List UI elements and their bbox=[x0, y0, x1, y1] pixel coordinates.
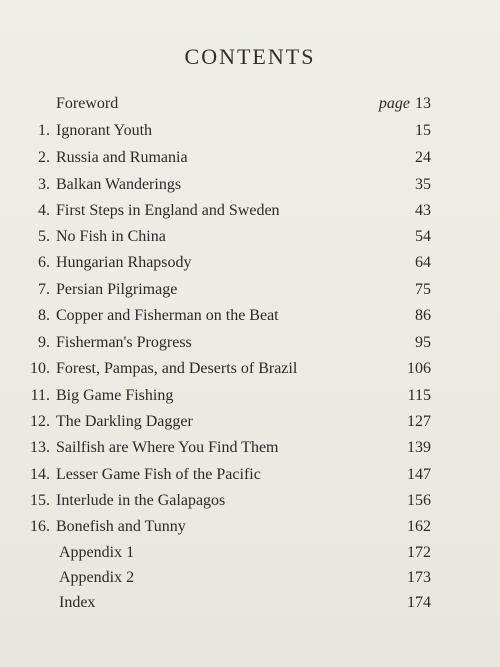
chapter-title: Fisherman's Progress bbox=[56, 334, 192, 351]
toc-entry bbox=[0, 384, 500, 408]
page-number bbox=[408, 384, 431, 408]
chapter-number: 7. bbox=[38, 281, 50, 298]
page-number-value: 172 bbox=[407, 544, 431, 561]
chapter-number: 2. bbox=[38, 149, 50, 166]
page-number-value: 106 bbox=[407, 360, 431, 377]
page-number-value: 54 bbox=[415, 228, 431, 245]
chapter-number: 14. bbox=[30, 466, 50, 483]
page-number-value: 64 bbox=[415, 254, 431, 271]
page-number bbox=[415, 225, 431, 249]
chapter-number: 4. bbox=[38, 202, 50, 219]
page-number-value: 43 bbox=[415, 202, 431, 219]
page-number bbox=[415, 119, 431, 143]
page-number-value: 127 bbox=[407, 413, 431, 430]
chapter-number: 9. bbox=[38, 334, 50, 351]
toc-entry bbox=[0, 199, 500, 223]
toc-entry bbox=[0, 173, 500, 197]
page-number bbox=[407, 515, 431, 539]
chapter-number: 6. bbox=[38, 254, 50, 271]
chapter-title: Big Game Fishing bbox=[56, 387, 174, 404]
page-number-value: 24 bbox=[415, 149, 431, 166]
chapter-title: No Fish in China bbox=[56, 228, 166, 245]
page-number-value: 139 bbox=[407, 439, 431, 456]
chapter-number: 11. bbox=[30, 387, 50, 404]
page-number-value: 86 bbox=[415, 307, 431, 324]
chapter-title: Appendix 1 bbox=[59, 544, 135, 561]
page-number bbox=[415, 251, 431, 275]
page-number-value: 15 bbox=[415, 122, 431, 139]
page-number bbox=[415, 331, 431, 355]
toc-entry bbox=[0, 591, 500, 615]
toc-entry bbox=[0, 357, 500, 381]
chapter-title: Hungarian Rhapsody bbox=[56, 254, 192, 271]
page-number bbox=[407, 591, 431, 615]
chapter-title: Russia and Rumania bbox=[56, 149, 188, 166]
chapter-title: Balkan Wanderings bbox=[56, 176, 182, 193]
toc-entry bbox=[0, 146, 500, 170]
page-number bbox=[407, 436, 431, 460]
page-number bbox=[407, 489, 431, 513]
chapter-title: Lesser Game Fish of the Pacific bbox=[56, 466, 261, 483]
toc-entry bbox=[0, 541, 500, 565]
chapter-number: 16. bbox=[30, 518, 50, 535]
toc-entry bbox=[0, 304, 500, 328]
toc-entry bbox=[0, 251, 500, 275]
toc-entry bbox=[0, 225, 500, 249]
page-number bbox=[415, 146, 431, 170]
chapter-number: 12. bbox=[30, 413, 50, 430]
chapter-title: Appendix 2 bbox=[59, 569, 135, 586]
chapter-title: The Darkling Dagger bbox=[56, 413, 193, 430]
page-number-value: 75 bbox=[415, 281, 431, 298]
page-number-value: 174 bbox=[407, 594, 431, 611]
page-number-value: 162 bbox=[407, 518, 431, 535]
page-number bbox=[415, 199, 431, 223]
toc-entry bbox=[0, 515, 500, 539]
chapter-number: 1. bbox=[38, 122, 50, 139]
chapter-number: 10. bbox=[30, 360, 50, 377]
chapter-title: First Steps in England and Sweden bbox=[56, 202, 280, 219]
page-number bbox=[407, 541, 431, 565]
page-number bbox=[407, 463, 431, 487]
chapter-number: 5. bbox=[38, 228, 50, 245]
page-number bbox=[415, 304, 431, 328]
page-number-value: 173 bbox=[407, 569, 431, 586]
chapter-title: Sailfish are Where You Find Them bbox=[56, 439, 279, 456]
page-number-value: 95 bbox=[415, 334, 431, 351]
chapter-title: Copper and Fisherman on the Beat bbox=[56, 307, 279, 324]
page-number bbox=[379, 92, 431, 116]
toc-entry bbox=[0, 566, 500, 590]
chapter-title: Index bbox=[59, 594, 96, 611]
page-number-value: 115 bbox=[407, 387, 431, 404]
chapter-title: Bonefish and Tunny bbox=[56, 518, 186, 535]
toc-entry bbox=[0, 489, 500, 513]
page-number bbox=[407, 566, 431, 590]
toc-entry bbox=[0, 463, 500, 487]
chapter-number: 8. bbox=[38, 307, 50, 324]
chapter-title: Ignorant Youth bbox=[56, 122, 153, 139]
page-number-value: 147 bbox=[407, 466, 431, 483]
chapter-number: 15. bbox=[30, 492, 50, 509]
toc-entry bbox=[0, 331, 500, 355]
chapter-title: Interlude in the Galapagos bbox=[56, 492, 226, 509]
page-number bbox=[415, 173, 431, 197]
page-number bbox=[407, 357, 431, 381]
chapter-title: Forest, Pampas, and Deserts of Brazil bbox=[56, 360, 298, 377]
toc-entry bbox=[0, 92, 500, 116]
page-number-value: 13 bbox=[415, 95, 431, 112]
chapter-title: Persian Pilgrimage bbox=[56, 281, 178, 298]
page-word-label: page bbox=[378, 95, 410, 112]
chapter-number: 3. bbox=[38, 176, 50, 193]
page-number-value: 35 bbox=[415, 176, 431, 193]
page-number bbox=[407, 410, 431, 434]
toc-entry bbox=[0, 436, 500, 460]
chapter-number: 13. bbox=[30, 439, 50, 456]
page-number-value: 156 bbox=[407, 492, 431, 509]
chapter-title: Foreword bbox=[56, 95, 119, 112]
toc-entry bbox=[0, 410, 500, 434]
page-number bbox=[415, 278, 431, 302]
toc-entry bbox=[0, 119, 500, 143]
page-title: CONTENTS bbox=[184, 44, 316, 69]
toc-entry bbox=[0, 278, 500, 302]
